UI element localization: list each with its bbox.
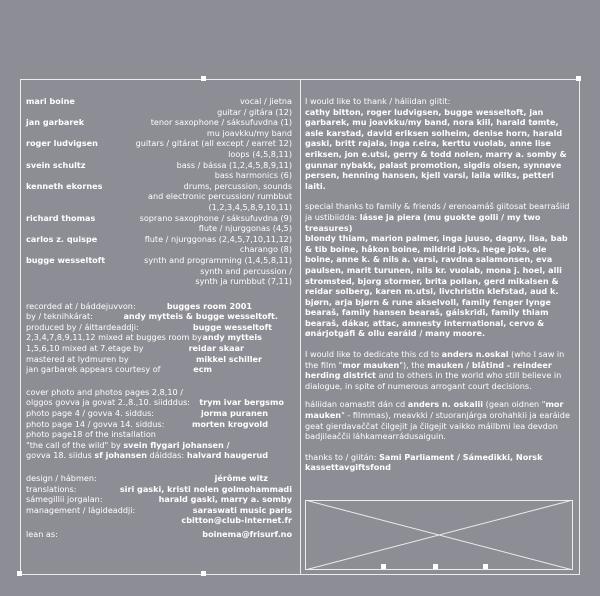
recording-row — [26, 322, 292, 333]
design-value: jérôme witz — [214, 473, 268, 483]
crossed-box-graphic — [305, 500, 573, 570]
recording-label: produced by / áittardeaddji: — [26, 321, 139, 332]
photographer: halvard haugerud — [186, 450, 268, 461]
photo-row — [26, 387, 292, 398]
photo-label: govva 18. siidus sf johansen dáiddas: — [26, 450, 185, 461]
credit-role: flute / njurggonas (2,4,5,7,10,11,12) — [144, 233, 292, 244]
photo-row — [26, 419, 292, 430]
credit-role: drums, percussion, sounds — [183, 180, 292, 191]
design-row — [26, 473, 292, 484]
photo-row — [26, 440, 292, 451]
photo-row — [26, 429, 292, 440]
photo-label: photo page 14 / govva 14. siddus: — [26, 418, 165, 429]
credit-role: soprano saxophone / sáksufuvdna (9) — [139, 212, 292, 223]
design-row — [26, 505, 292, 516]
musician-name: bugge wesseltoft — [26, 254, 106, 265]
design-label: design / hábmen: — [26, 473, 97, 483]
box-tick — [381, 564, 386, 569]
recording-value: andy mytteis — [202, 332, 262, 343]
credit-role: (1,2,3,4,5,8,9,10,11) — [208, 201, 292, 212]
credit-role: guitar / gitára (12) — [217, 106, 292, 117]
musician-name: svein schultz — [26, 159, 86, 170]
credit-role: synth ja rumbbut (7,11) — [195, 276, 292, 287]
design-row — [26, 515, 292, 526]
recording-label: by / teknihkárat: — [26, 311, 93, 322]
credit-role: charango (8) — [239, 244, 292, 255]
credit-role: bass harmonics (6) — [214, 170, 292, 181]
special-thanks: special thanks to family & friends / erenoamáš giitosat bearrašiid ja ustibiidda: lásse ja piera (mu guokte golli / my two treasures) — [305, 201, 570, 233]
credit-entry — [26, 213, 292, 234]
musician-name: roger ludvigsen — [26, 138, 98, 149]
credit-role: synth and programming (1,4,5,8,11) — [144, 254, 292, 265]
column-divider — [300, 79, 301, 575]
credit-role: loops (4,5,8,11) — [228, 148, 292, 159]
recording-value: andy mytteis & bugge wesseltoft. — [123, 311, 278, 322]
musician-name: richard thomas — [26, 212, 96, 223]
recording-value: ecm — [193, 364, 212, 375]
frame-tick — [17, 571, 22, 576]
left-column — [26, 96, 292, 540]
credit-role: synth and percussion / — [200, 265, 292, 276]
credit-role: flute / njurggonas (4,5) — [198, 223, 292, 234]
recording-label: 2,3,4,7,8,9,11,12 mixed at bugges room by — [26, 332, 202, 343]
design-label: translations: — [26, 483, 77, 494]
credits-section — [26, 96, 292, 287]
musician-name: kenneth ekornes — [26, 180, 103, 191]
recording-label: 1,5,6,10 mixed at 7.etage by — [26, 343, 144, 354]
thanks-names: cathy bitton, roger ludvigsen, bugge wesseltoft, jan garbarek, mu joavkku/my band, nora kiil, harald tømte, asle karstad, david eriksen solheim, denise horn, harald gaski, britt rajala, inga r.eira, kerttu vuolab, anne lise eriksen, jon e.utsi, gerry & todd nolen, marry a. somby & gunnar nybakk, palast promotion, sigdis olsen, synnøve persen, henning hansen, kjell varsi, laila wilks, petteri laiti. — [305, 106, 567, 191]
special-thanks-names: blondy thiam, marion palmer, inga juuso, dagny, lisa, bab & tib boine, håkon boine, mildrid joks, hege joks, ole boine, anne k. & nils a. varsi, ravdna salamonsen, eva paulsen, marit turunen, nils kr. vuolab, mona j. hoel, alli stromsted, bjorg stormer, brita pollan, gerd mikalsen & reidar solberg, karen m.utsi, livchristin klefstad, aud k. bjørn, arja bjørn & rune akselvoll, family fenger lynge bearaš, family hansen bearaš, gáiskridi, family thiam bearaš, dákar, attac, amnesty international, cervo & ønárjotgáfi & ollu earáid / many moore. — [305, 233, 568, 339]
credit-entry — [26, 117, 292, 138]
credit-role: bass / bássa (1,2,4,5,8,9,11) — [176, 159, 292, 170]
design-value: harald gaski, marry a. somby — [158, 494, 292, 505]
recording-row — [26, 332, 292, 343]
recording-row — [26, 311, 292, 322]
recording-row — [26, 301, 292, 312]
recording-value: bugges room 2001 — [166, 300, 252, 311]
recording-value: bugge wesseltoft — [192, 321, 272, 332]
credit-entry — [26, 181, 292, 213]
recording-value: mikkel schiller — [195, 353, 262, 364]
credit-role: and electronic percussion/ rumbbut — [148, 191, 292, 202]
musician-name: carlos z. quispe — [26, 233, 98, 244]
photo-label: "the call of the wild" by svein flygari johansen / — [26, 439, 230, 450]
photo-row — [26, 408, 292, 419]
credit-entry — [26, 160, 292, 181]
credit-role: mu joavkku/my band — [206, 127, 292, 138]
photo-label: cover photo and photos pages 2,8,10 / — [26, 386, 183, 397]
design-label: management / lágideaddji: — [26, 504, 136, 515]
design-row — [26, 484, 292, 495]
dedication-english: I would like to dedicate this cd to anders n.oskal (who I saw in the film "mor mauken"), the mauken / blåtind - reindeer herding district and to others in the world who still believe in dialogue, in spite of numerous arrogant court decisions. — [305, 349, 565, 391]
email-address[interactable]: cbitton@club-internet.fr — [181, 515, 292, 526]
credit-role: tenor saxophone / sáksufuvdna (1) — [150, 117, 292, 128]
recording-row — [26, 364, 292, 375]
recording-value: reidar skaar — [188, 343, 244, 354]
recording-row — [26, 354, 292, 365]
box-tick — [483, 564, 488, 569]
credit-role: vocal / jietna — [239, 96, 292, 106]
frame-tick — [201, 571, 206, 576]
recording-label: mastered at lydmuren by — [26, 353, 129, 364]
recording-label: recorded at / báddejuvvon: — [26, 300, 136, 311]
right-column — [305, 96, 573, 473]
thanks-to: thanks to / giitán: Sami Parliament / Sámedikki, Norsk kassettavgiftsfond — [305, 451, 543, 473]
frame-tick — [201, 76, 206, 81]
design-row — [26, 529, 292, 540]
design-label: lean as: — [26, 528, 58, 539]
photographer: jorma puranen — [200, 408, 268, 419]
musician-name: jan garbarek — [26, 117, 85, 128]
design-section — [26, 473, 292, 540]
photographer: morten krogvold — [191, 418, 268, 429]
photographer: trym ivar bergsmo — [199, 397, 284, 408]
photo-row — [26, 450, 292, 461]
credit-role: guitars / gitárat (all except / earret 12) — [135, 138, 292, 149]
photo-label: photo page 4 / govva 4. siddus: — [26, 408, 155, 419]
design-label: sámegillii jorgalan: — [26, 494, 103, 505]
recording-label: jan garbarek appears courtesy of — [26, 364, 161, 375]
photo-row — [26, 397, 292, 408]
photo-label: photo page18 of the installation — [26, 429, 156, 440]
dedication-sami: háliidan oamastit dán cd anders n. oskalii (gean oidnen "mor mauken" - filmmas), meavkki / stuoranjárga orohahkii ja earáide geat gierdavaččat čilgejit ja čilgejit vaikko máilbmi lea devdon badjileaččii láhkamearrádusaiguin. — [305, 399, 570, 442]
design-value: siri gaski, kristi nolen golmohammadi — [119, 483, 292, 494]
box-tick — [433, 564, 438, 569]
credit-entry — [26, 255, 292, 287]
photo-credits-section — [26, 387, 292, 461]
credit-entry — [26, 138, 292, 159]
credit-entry — [26, 234, 292, 255]
musician-name: mari boine — [26, 96, 75, 106]
recording-row — [26, 343, 292, 354]
recording-section — [26, 301, 292, 375]
design-row — [26, 494, 292, 505]
thanks-intro: I would like to thank / háliidan giitit: — [305, 96, 451, 106]
email-address[interactable]: boinema@frisurf.no — [202, 528, 292, 539]
credit-entry — [26, 96, 292, 117]
frame-tick — [576, 76, 581, 81]
photo-label: olggos govva ja govat 2.,8.,10. siidddus: — [26, 397, 191, 408]
design-value: saraswati music paris — [192, 504, 292, 515]
